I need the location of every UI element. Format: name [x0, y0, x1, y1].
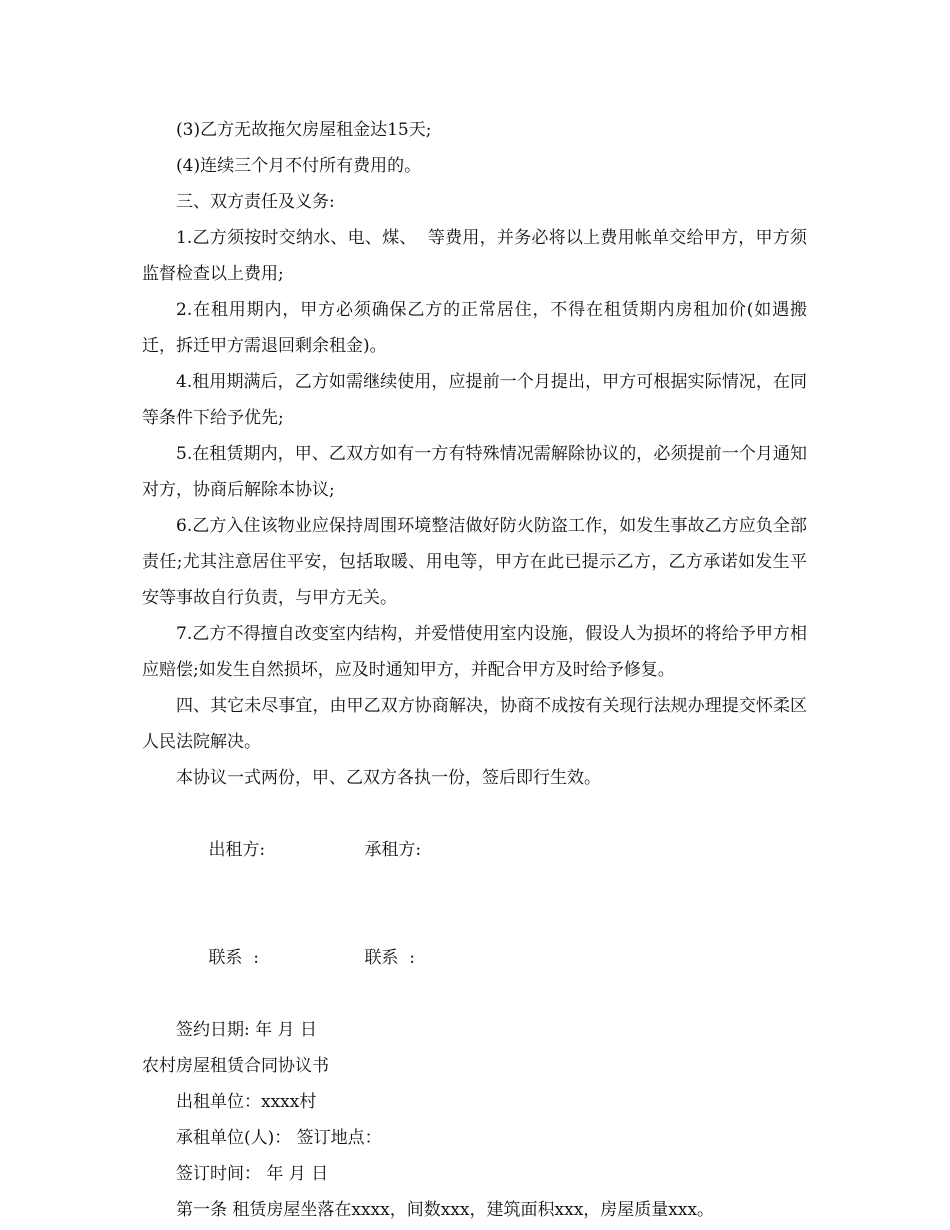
paragraph: 5.在租赁期内，甲、乙双方如有一方有特殊情况需解除协议的，必须提前一个月通知对方，协商后解除本协议; — [142, 444, 807, 500]
paragraph: (3)乙方无故拖欠房屋租金达15天; — [176, 120, 432, 140]
lessor-label: 出租方: — [208, 840, 266, 860]
paragraph: (4)连续三个月不付所有费用的。 — [176, 156, 422, 176]
contact-left-label: 联系 : — [208, 948, 259, 968]
paragraph: 本协议一式两份，甲、乙双方各执一份，签后即行生效。 — [176, 768, 601, 788]
paragraph: 4.租用期满后，乙方如需继续使用，应提前一个月提出，甲方可根据实际情况，在同等条件下给予优先; — [142, 372, 807, 428]
contact-right-label: 联系 : — [364, 948, 415, 968]
sign-date: 签约日期: 年 月 日 — [176, 1020, 317, 1040]
lessee-label: 承租方: — [364, 840, 422, 860]
paragraph: 1.乙方须按时交纳水、电、煤、 等费用，并务必将以上费用帐单交给甲方，甲方须监督检查以上费用; — [142, 228, 807, 284]
lessee-unit: 承租单位(人)： 签订地点： — [176, 1128, 382, 1148]
lessor-unit: 出租单位：xxxx村 — [176, 1092, 317, 1112]
document-body — [142, 112, 807, 1228]
signature-parties-line — [142, 796, 807, 904]
paragraph: 6.乙方入住该物业应保持周围环境整洁做好防火防盗工作，如发生事故乙方应负全部责任;尤其注意居住平安，包括取暖、用电等，甲方在此已提示乙方，乙方承诺如发生平安等事故自行负责，与甲方无关。 — [142, 516, 807, 608]
section-title: 农村房屋租赁合同协议书 — [142, 1056, 329, 1076]
paragraph: 2.在租用期内，甲方必须确保乙方的正常居住，不得在租赁期内房租加价(如遇搬迁，拆迁甲方需退回剩余租金)。 — [142, 300, 807, 356]
section-heading: 四、其它未尽事宜，由甲乙双方协商解决，协商不成按有关现行法规办理提交怀柔区人民法院解决。 — [142, 696, 807, 752]
sign-time: 签订时间： 年 月 日 — [176, 1164, 329, 1184]
section-heading: 三、双方责任及义务: — [176, 192, 335, 212]
article-1: 第一条 租赁房屋坐落在xxxx，间数xxx，建筑面积xxx，房屋质量xxx。 — [176, 1200, 715, 1220]
signature-contact-line — [142, 904, 807, 1012]
paragraph: 7.乙方不得擅自改变室内结构，并爱惜使用室内设施，假设人为损坏的将给予甲方相应赔偿;如发生自然损坏，应及时通知甲方，并配合甲方及时给予修复。 — [142, 624, 807, 680]
